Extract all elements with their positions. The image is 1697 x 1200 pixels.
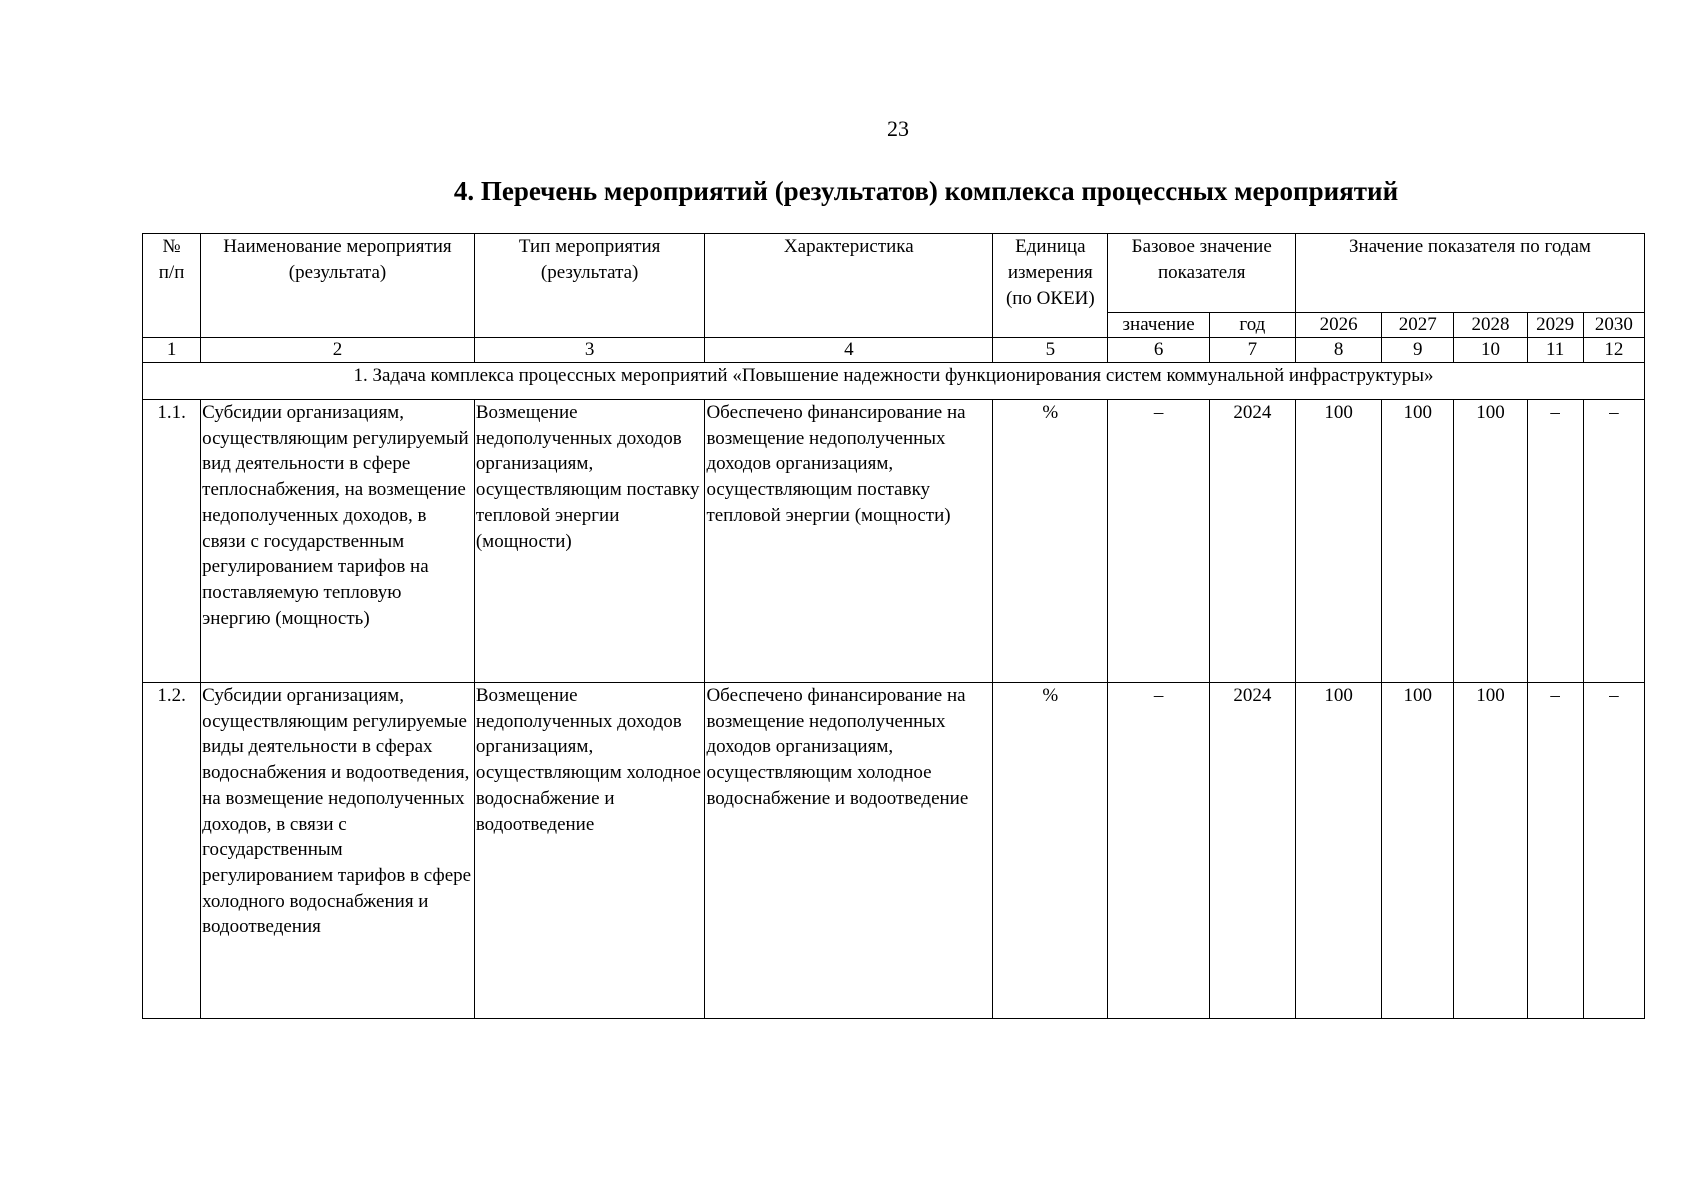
header-base-value: значение	[1108, 313, 1209, 338]
header-characteristic: Характеристика	[705, 234, 993, 338]
column-number: 2	[201, 338, 475, 363]
header-year: 2026	[1295, 313, 1381, 338]
row-value-2027: 100	[1382, 683, 1454, 1019]
row-value-2029: –	[1527, 683, 1583, 1019]
row-value-2026: 100	[1295, 683, 1381, 1019]
column-number: 9	[1382, 338, 1454, 363]
row-value-2029: –	[1527, 400, 1583, 683]
row-value-2027: 100	[1382, 400, 1454, 683]
header-year: 2029	[1527, 313, 1583, 338]
row-unit: %	[993, 683, 1108, 1019]
column-number: 11	[1527, 338, 1583, 363]
header-row	[143, 234, 1645, 313]
task-title: 1. Задача комплекса процессных мероприятий «Повышение надежности функционирования систем коммунальной инфраструктуры»	[143, 363, 1645, 400]
header-year: 2028	[1454, 313, 1527, 338]
row-number: 1.1.	[143, 400, 201, 683]
table-row	[143, 400, 1645, 683]
column-number: 12	[1583, 338, 1644, 363]
column-numbers-row	[143, 338, 1645, 363]
column-number: 7	[1209, 338, 1295, 363]
row-characteristic: Обеспечено финансирование на возмещение недополученных доходов организациям, осуществляющим поставку тепловой энергии (мощности)	[705, 400, 993, 683]
row-unit: %	[993, 400, 1108, 683]
header-year: 2030	[1583, 313, 1644, 338]
column-number: 1	[143, 338, 201, 363]
row-name: Субсидии организациям, осуществляющим регулируемый вид деятельности в сфере теплоснабжения, на возмещение недополученных доходов, в связи с государственным регулированием тарифов на поставляемую тепловую энергию (мощность)	[201, 400, 475, 683]
header-by-years: Значение показателя по годам	[1295, 234, 1644, 313]
column-number: 10	[1454, 338, 1527, 363]
header-year: 2027	[1382, 313, 1454, 338]
column-number: 6	[1108, 338, 1209, 363]
header-type: Тип мероприятия (результата)	[474, 234, 705, 338]
header-base-year: год	[1209, 313, 1295, 338]
row-value-2026: 100	[1295, 400, 1381, 683]
row-value-2028: 100	[1454, 683, 1527, 1019]
column-number: 8	[1295, 338, 1381, 363]
row-type: Возмещение недополученных доходов организациям, осуществляющим холодное водоснабжение и водоотведение	[474, 683, 705, 1019]
activities-table	[142, 233, 1645, 1019]
row-number: 1.2.	[143, 683, 201, 1019]
row-value-2030: –	[1583, 683, 1644, 1019]
header-unit: Единица измерения (по ОКЕИ)	[993, 234, 1108, 338]
header-base: Базовое значение показателя	[1108, 234, 1295, 313]
row-base-value: –	[1108, 683, 1209, 1019]
row-base-year: 2024	[1209, 683, 1295, 1019]
table-row	[143, 683, 1645, 1019]
row-base-value: –	[1108, 400, 1209, 683]
row-value-2028: 100	[1454, 400, 1527, 683]
task-row	[143, 363, 1645, 400]
column-number: 4	[705, 338, 993, 363]
row-value-2030: –	[1583, 400, 1644, 683]
row-name: Субсидии организациям, осуществляющим регулируемые виды деятельности в сферах водоснабжения и водоотведения, на возмещение недополученных доходов, в связи с государственным регулированием тарифов в сфере холодного водоснабжения и водоотведения	[201, 683, 475, 1019]
row-type: Возмещение недополученных доходов организациям, осуществляющим поставку тепловой энергии (мощности)	[474, 400, 705, 683]
column-number: 5	[993, 338, 1108, 363]
row-base-year: 2024	[1209, 400, 1295, 683]
header-num: № п/п	[143, 234, 201, 338]
document-title: 4. Перечень мероприятий (результатов) комплекса процессных мероприятий	[453, 176, 1399, 206]
row-characteristic: Обеспечено финансирование на возмещение недополученных доходов организациям, осуществляющим холодное водоснабжение и водоотведение	[705, 683, 993, 1019]
page-number: 23	[887, 116, 909, 141]
header-name: Наименование мероприятия (результата)	[201, 234, 475, 338]
column-number: 3	[474, 338, 705, 363]
